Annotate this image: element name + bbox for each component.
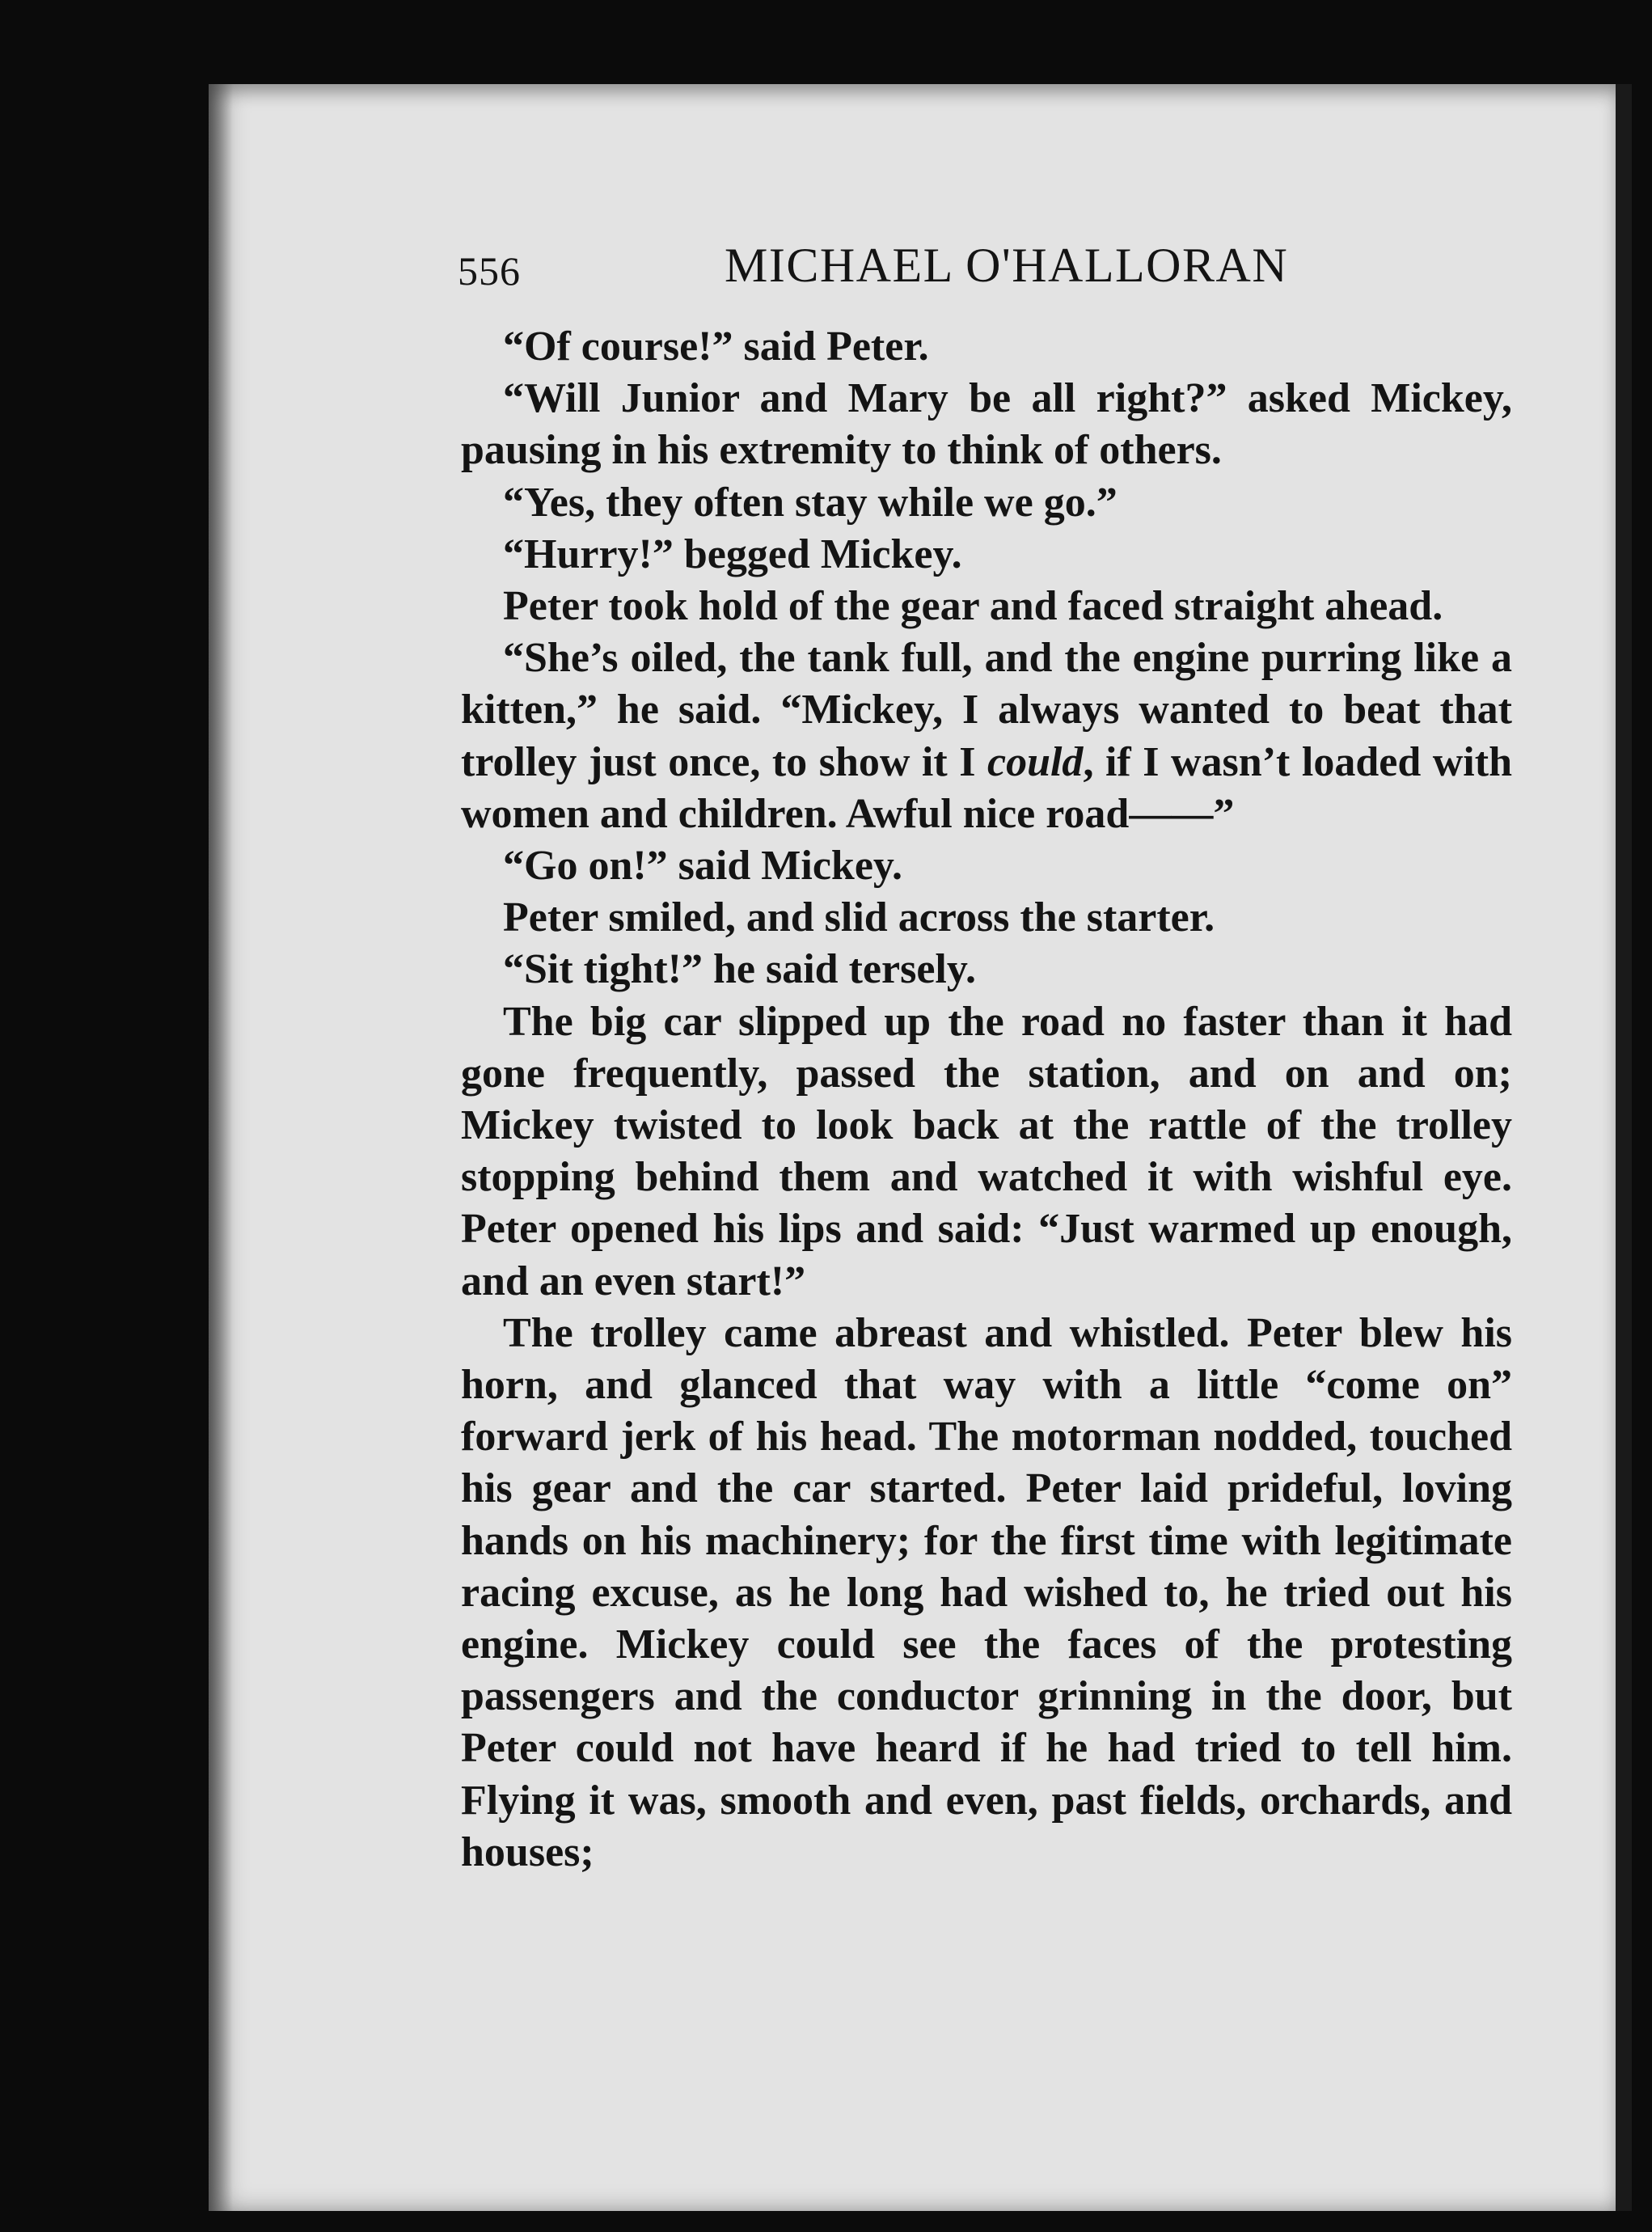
emphasized-word: could — [987, 738, 1084, 785]
page-number: 556 — [458, 248, 521, 294]
page-edge-band — [1616, 84, 1632, 2211]
paragraph-text: “She’s oiled, the tank full, and the engine purring like a kitten,” he said. “Mickey, I always wanted to beat that trolley just once, to show it I — [461, 635, 1512, 785]
running-title: MICHAEL O'HALLORAN — [725, 239, 1289, 292]
paragraph: Peter took hold of the gear and faced straight ahead. — [503, 583, 1443, 630]
page-gutter-shadow — [209, 84, 233, 2211]
body-text — [461, 321, 1512, 1879]
paragraph-text: , if I wasn’t loaded with women and children. Awful nice road——” — [461, 738, 1512, 837]
paragraph: “Will Junior and Mary be all right?” asked Mickey, pausing in his extremity to think of others. — [461, 375, 1512, 474]
paragraph: The big car slipped up the road no faster than it had gone frequently, passed the station, and on and on; Mickey twisted to look back at the rattle of the trolley stopping behind them and watched it with wishful eye. Peter opened his lips and said: “Just warmed up enough, and an even start!” — [461, 998, 1512, 1304]
paragraph: The trolley came abreast and whistled. Peter blew his horn, and glanced that way with a little “come on” forward jerk of his head. The motorman nodded, touched his gear and the car started. Peter laid prideful, loving hands on his machinery; for the first time with legitimate racing excuse, as he long had wished to, he tried out his engine. Mickey could see the faces of the protesting passengers and the conductor grinning in the door, but Peter could not have heard if he had tried to tell him. Flying it was, smooth and even, past fields, orchards, and houses; — [461, 1309, 1512, 1875]
paragraph: “Sit tight!” he said tersely. — [503, 946, 976, 993]
page-header — [458, 238, 1513, 302]
paragraph — [461, 632, 1512, 840]
paragraph: “Of course!” said Peter. — [503, 323, 929, 370]
paragraph: “Yes, they often stay while we go.” — [503, 479, 1118, 526]
paragraph: “Hurry!” begged Mickey. — [503, 531, 962, 577]
paragraph: Peter smiled, and slid across the starter. — [503, 894, 1215, 941]
paragraph: “Go on!” said Mickey. — [503, 843, 903, 890]
